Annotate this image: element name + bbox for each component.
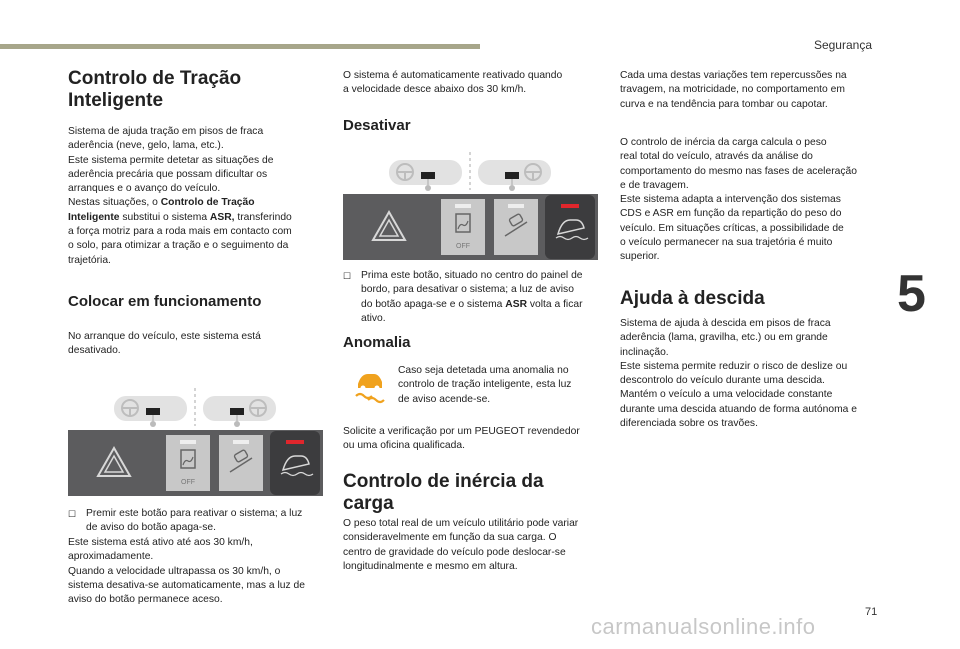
inercia-paragraph: O peso total real de um veículo utilitário pode variar consideravelmente em função da sua carga. O centro de gravidade do veículo pode deslocar-se longitudinalmente e mesmo em altura.: [343, 518, 579, 572]
bullet-activate: ☐ Premir este botão para reativar o sistema; a luz de aviso do botão apaga-se.: [68, 508, 303, 534]
off-label: OFF: [456, 243, 470, 250]
heading-desativar: Desativar: [343, 117, 411, 134]
variations-paragraph: Cada uma destas variações tem repercussões na travagem, na motricidade, no comportamento em curva e na tendência para tombar ou capotar.: [620, 70, 847, 110]
reactivation-paragraph: O sistema é automaticamente reativado quando a velocidade desce abaixo dos 30 km/h.: [343, 70, 563, 96]
led-indicator: [286, 440, 304, 444]
dashboard-figure-deactivate: [343, 152, 598, 262]
traction-warning-icon: [350, 364, 390, 404]
bullet-marker-icon: ☐: [68, 509, 77, 519]
section-label: Segurança: [813, 38, 872, 52]
chapter-number: 5: [897, 265, 926, 323]
bullet-deactivate: ☐ Prima este botão, situado no centro do painel de bordo, para desativar o sistema; a luz de aviso do botão apaga-se e o sistema ASR volta a ficar ativo.: [343, 270, 583, 324]
inercia-detail-paragraph: O controlo de inércia da carga calcula o peso real total do veículo, através da análise do comportamento do mesmo nas fases de aceleração e de travagem. Este sistema adapta a intervenção dos sistemas CDS e ASR em função da repartição do peso do veículo. Em situações críticas, a possibilidade de o veículo permanecer na sua trajetória é muito superior.: [620, 137, 857, 263]
intro-paragraph: Sistema de ajuda tração em pisos de fraca aderência (neve, gelo, lama, etc.). Este sistema permite detetar as situações de aderência precária que possam dificultar os arranques e o avanço do veículo. Nestas situações, o Controlo de Tração Inteligente substitui o sistema ASR, transferindo a força motriz para a roda mais em contacto com o solo, para otimizar a tração e o seguimento da trajetória.: [68, 126, 292, 266]
colocar-paragraph: No arranque do veículo, este sistema está desativado.: [68, 331, 261, 357]
bullet-marker-icon: ☐: [343, 271, 352, 281]
heading-ajuda: Ajuda à descida: [620, 288, 765, 309]
header-rule: [0, 44, 480, 49]
page-title: Controlo de Tração Inteligente: [68, 68, 242, 111]
steering-wheel-icon: [114, 396, 187, 427]
watermark: carmanualsonline.info: [591, 614, 816, 639]
page-number: 71: [865, 606, 878, 618]
anomalia-paragraph: Caso seja detetada uma anomalia no controlo de tração inteligente, esta luz de aviso acende-se.: [398, 365, 572, 405]
heading-colocar: Colocar em funcionamento: [68, 293, 262, 310]
solicite-paragraph: Solicite a verificação por um PEUGEOT revendedor ou uma oficina qualificada.: [343, 426, 580, 452]
dashboard-figure-activate: [68, 388, 323, 498]
heading-anomalia: Anomalia: [343, 334, 411, 351]
heading-inercia: Controlo de inércia da carga: [343, 471, 544, 514]
activation-paragraph: Este sistema está ativo até aos 30 km/h, aproximadamente. Quando a velocidade ultrapassa os 30 km/h, o sistema desativa-se automaticamente, mas a luz de aviso do botão permanece aceso.: [68, 537, 305, 606]
ajuda-paragraph: Sistema de ajuda à descida em pisos de fraca aderência (lama, gravilha, etc.) ou em grande inclinação. Este sistema permite reduzir o risco de deslize ou descontrolo do veículo durante uma descida. Mantém o veículo a uma velocidade constante durante uma descida atuando de forma autónoma e diferenciada sobre os travões.: [620, 318, 857, 430]
off-label: OFF: [181, 479, 195, 486]
